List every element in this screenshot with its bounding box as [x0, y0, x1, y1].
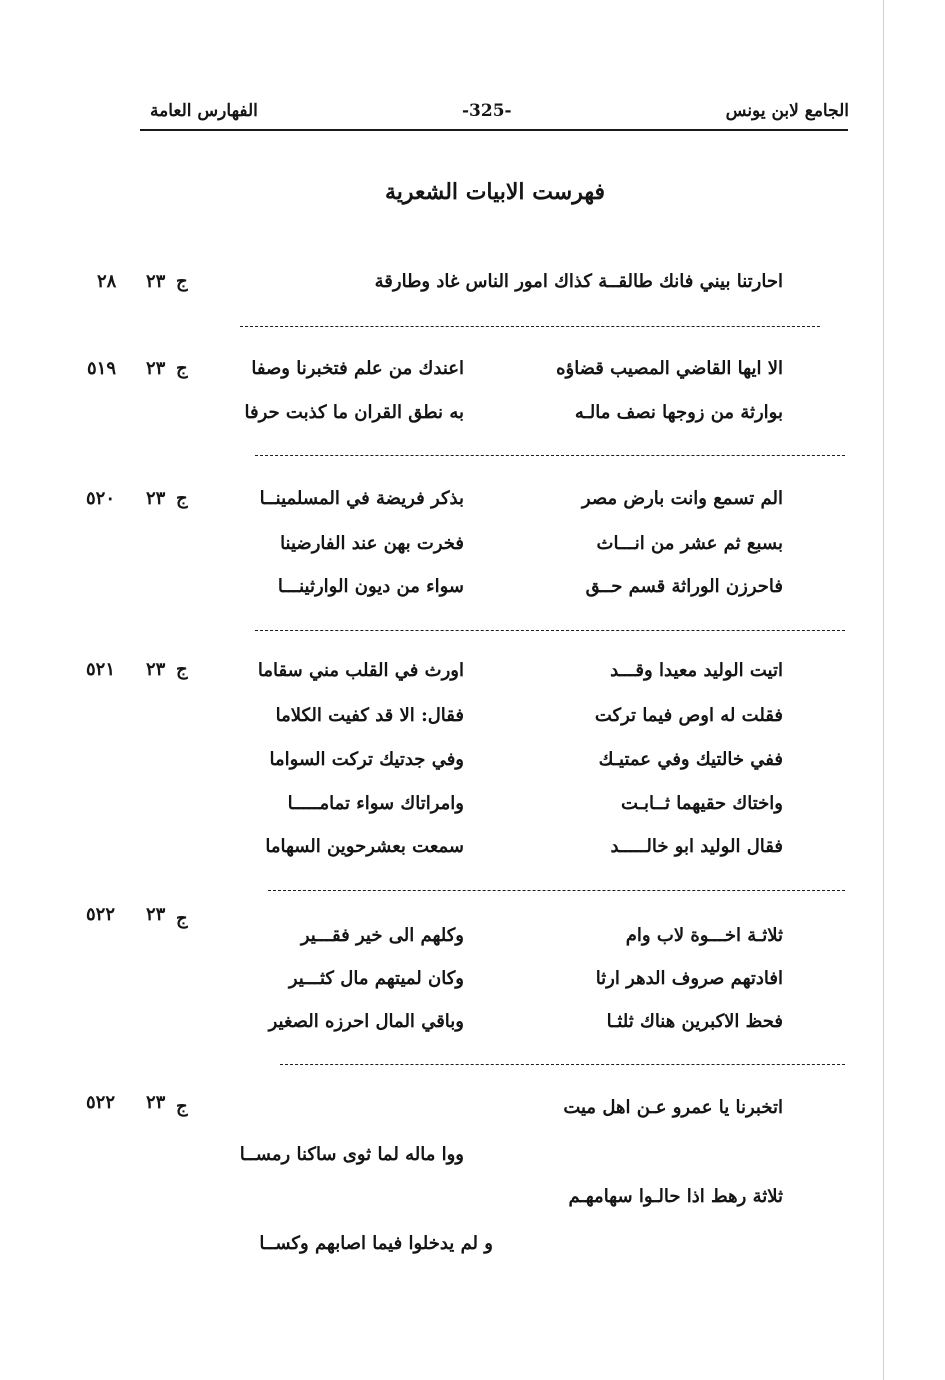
verse-second-hemistich: فخرت بهن عند الفارضينا — [280, 533, 464, 554]
ref-page: ٥٢٠ — [86, 488, 116, 509]
header-rule — [140, 129, 848, 131]
verse-second-hemistich: بذكر فريضة في المسلمينــا — [259, 488, 464, 509]
verse-first-hemistich: فحظ الاكبرين هناك ثلثـا — [606, 1011, 783, 1032]
ref-volume: ج — [176, 358, 188, 379]
ref-volume: ج — [176, 1096, 188, 1117]
ref-volume: ج — [176, 659, 188, 680]
page-edge-line — [883, 0, 884, 1380]
ref-part: ٢٣ — [146, 358, 166, 379]
verse-first-hemistich: بسبع ثم عشر من انـــاث — [596, 533, 783, 554]
verse-first-hemistich: الا ايها القاضي المصيب قضاؤه — [556, 358, 783, 379]
verse-first-hemistich: فاحرزن الوراثة قسم حــق — [585, 576, 783, 597]
verse-second-hemistich: ووا ماله لما ثوى ساكنا رمســا — [239, 1144, 464, 1165]
header-book-title: الجامع لابن يونس — [725, 101, 849, 121]
separator — [240, 326, 820, 327]
ref-part: ٢٣ — [146, 1092, 166, 1113]
verse-first-hemistich: اتخبرنا يا عمرو عـن اهل ميت — [563, 1097, 783, 1118]
verse-first-hemistich: فقال الوليد ابو خالـــــد — [610, 836, 783, 857]
verse-first-hemistich: ثلاثة رهط اذا حالـوا سهامهـم — [568, 1186, 783, 1207]
ref-part: ٢٣ — [146, 271, 166, 292]
ref-volume: ج — [176, 488, 188, 509]
verse-second-hemistich: وباقي المال احرزه الصغير — [268, 1011, 464, 1032]
ref-page: ٥٢١ — [86, 659, 116, 680]
verse-second-hemistich: اعندك من علم فتخبرنا وصفا — [251, 358, 464, 379]
verse-first-hemistich: واختاك حقيهما ثــابـت — [621, 793, 783, 814]
verse-second-hemistich: فقال: الا قد كفيت الكلاما — [275, 705, 464, 726]
verse-line: احارتنا بيني فانك طالقــة كذاك امور الناس غاد وطارقة — [374, 271, 783, 292]
separator — [255, 455, 845, 456]
verse-first-hemistich: افادتهم صروف الدهر ارثا — [595, 968, 783, 989]
header-page-number: -325- — [462, 101, 512, 121]
verse-first-hemistich: ففي خالتيك وفي عمتيـك — [598, 749, 783, 770]
verse-second-hemistich: اورث في القلب مني سقاما — [257, 660, 464, 681]
verse-second-hemistich: سواء من ديون الوارثينـــا — [277, 576, 464, 597]
verse-second-hemistich: وامراتاك سواء تمامـــــا — [287, 793, 464, 814]
ref-volume: ج — [176, 908, 188, 929]
verse-second-hemistich: وكلهم الى خير فقـــير — [300, 925, 464, 946]
ref-part: ٢٣ — [146, 488, 166, 509]
verse-first-hemistich: الم تسمع وانت بارض مصر — [581, 488, 783, 509]
verse-second-hemistich: وكان لميتهم مال كثـــير — [288, 968, 464, 989]
ref-part: ٢٣ — [146, 659, 166, 680]
ref-part: ٢٣ — [146, 904, 166, 925]
separator — [280, 1064, 845, 1065]
verse-first-hemistich: فقلت له اوص فيما تركت — [594, 705, 783, 726]
verse-first-hemistich: بوارثة من زوجها نصف مالـه — [574, 402, 783, 423]
verse-first-hemistich: اتيت الوليد معيدا وقـــد — [610, 660, 783, 681]
separator — [255, 630, 845, 631]
ref-volume: ج — [176, 271, 188, 292]
page-title: فهرست الابيات الشعرية — [384, 179, 606, 205]
verse-second-hemistich: سمعت بعشرحوين السهاما — [265, 836, 464, 857]
verse-first-hemistich: ثلاثـة اخـــوة لاب وام — [625, 925, 783, 946]
ref-page: ٥٢٢ — [86, 904, 116, 925]
separator — [268, 890, 845, 891]
ref-page: ٢٨ — [97, 271, 117, 292]
verse-second-hemistich: وفي جدتيك تركت السواما — [269, 749, 464, 770]
verse-second-hemistich: و لم يدخلوا فيما اصابهم وكســا — [259, 1233, 493, 1254]
header-section-title: الفهارس العامة — [150, 101, 258, 121]
ref-page: ٥٢٢ — [86, 1092, 116, 1113]
ref-page: ٥١٩ — [87, 358, 117, 379]
verse-second-hemistich: به نطق القران ما كذبت حرفا — [244, 402, 464, 423]
